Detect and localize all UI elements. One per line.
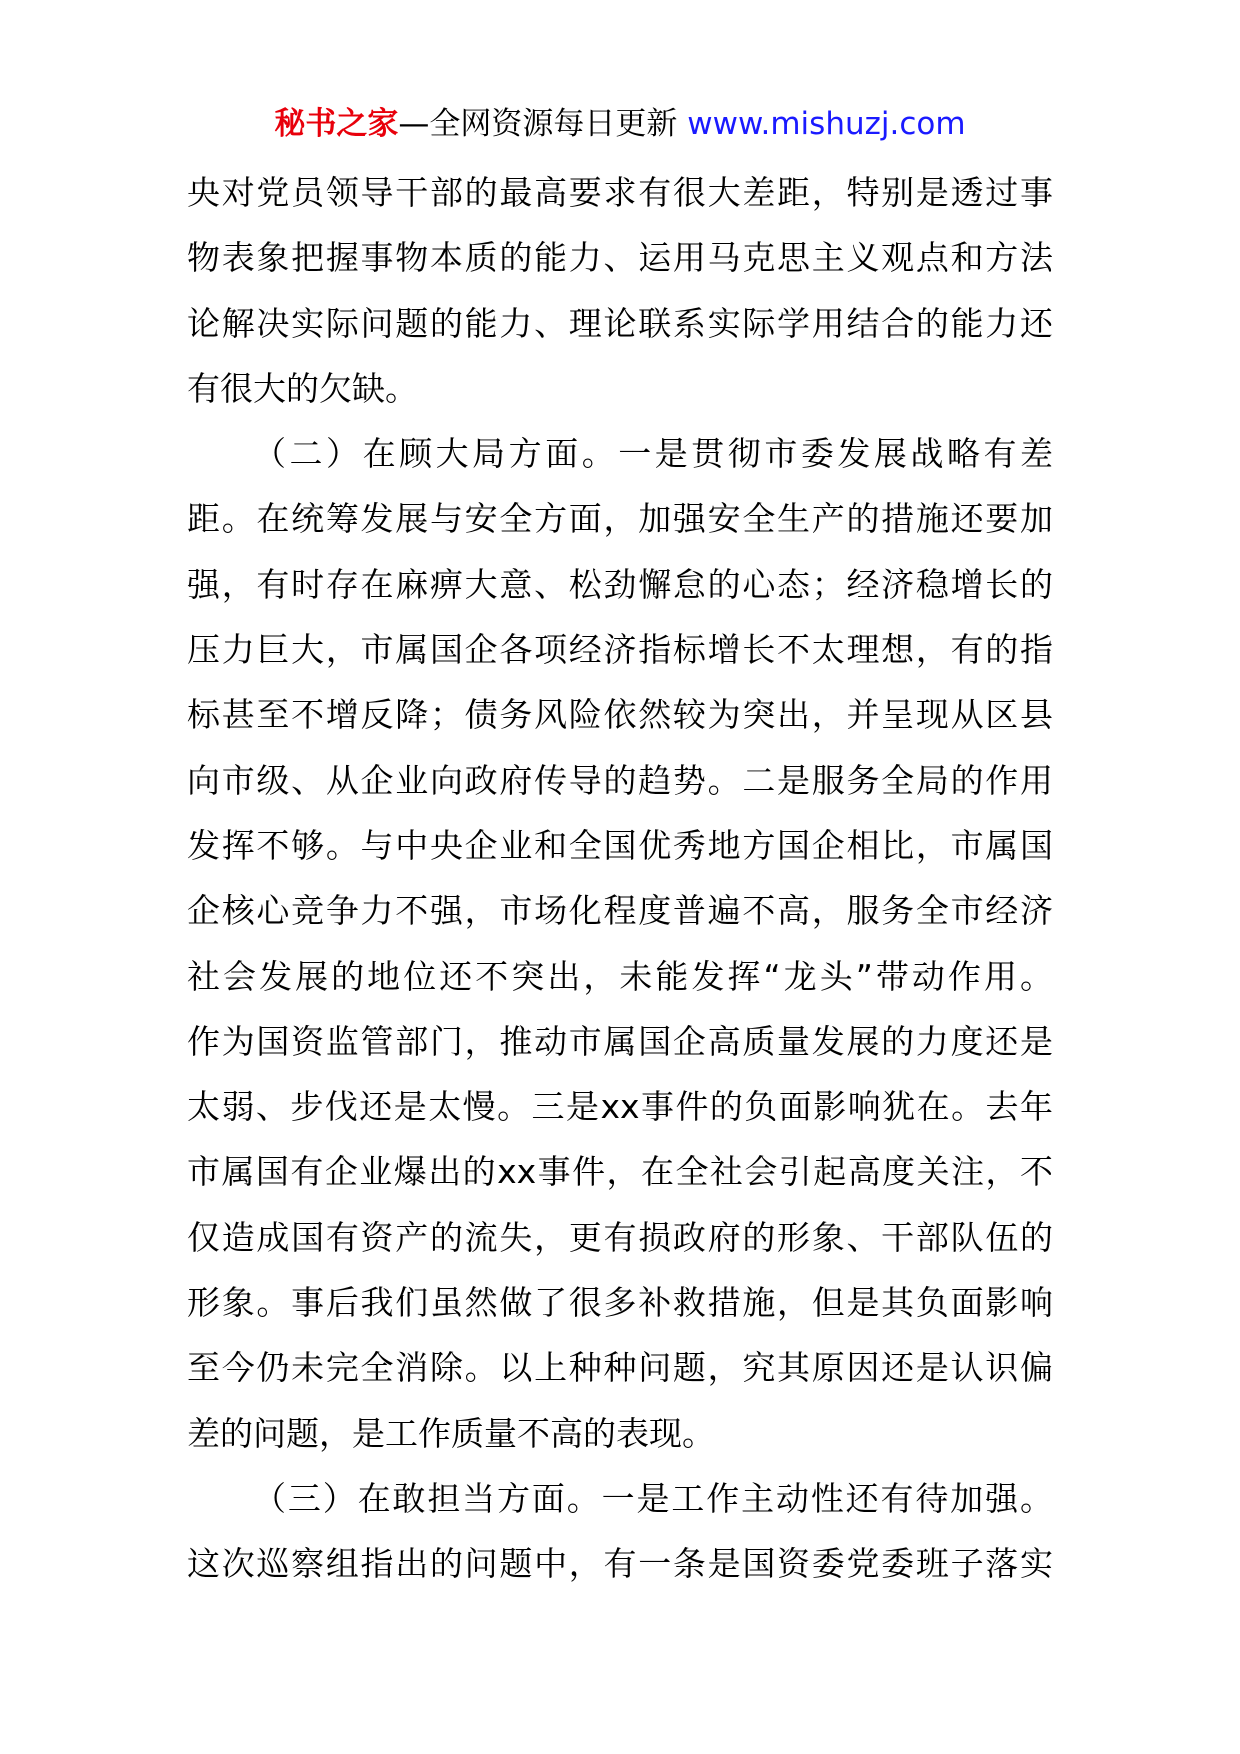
brand-name: 秘书之家	[274, 106, 399, 142]
text-line: 物表象把握事物本质的能力、运用马克思主义观点和方法	[187, 238, 1053, 278]
text-line: 仅造成国有资产的流失，更有损政府的形象、干部队伍的	[187, 1217, 1053, 1257]
text-line: 太弱、步伐还是太慢。三是xx事件的负面影响犹在。去年	[187, 1087, 1053, 1127]
text-line: （三）在敢担当方面。一是工作主动性还有待加强。	[253, 1478, 1053, 1518]
text-line: 社会发展的地位还不突出，未能发挥“龙头”带动作用。	[187, 956, 1053, 996]
text-line: 强，有时存在麻痹大意、松劲懈怠的心态；经济稳增长的	[187, 564, 1053, 604]
text-line: 作为国资监管部门，推动市属国企高质量发展的力度还是	[187, 1021, 1053, 1061]
text-line: 有很大的欠缺。	[187, 368, 418, 408]
text-line: 发挥不够。与中央企业和全国优秀地方国企相比，市属国	[187, 825, 1053, 865]
text-line: 距。在统筹发展与安全方面，加强安全生产的措施还要加	[187, 499, 1053, 539]
header-slogan: —全网资源每日更新	[398, 106, 678, 142]
text-line: 这次巡察组指出的问题中，有一条是国资委党委班子落实	[187, 1544, 1053, 1584]
text-line: 标甚至不增反降；债务风险依然较为突出，并呈现从区县	[187, 695, 1053, 735]
site-header	[0, 102, 1240, 146]
text-line: 企核心竞争力不强，市场化程度普遍不高，服务全市经济	[187, 891, 1053, 931]
document-body	[187, 160, 1053, 1597]
site-url-link[interactable]: www.mishuzj.com	[687, 106, 966, 142]
text-line: 央对党员领导干部的最高要求有很大差距，特别是透过事	[187, 173, 1053, 212]
text-line: 向市级、从企业向政府传导的趋势。二是服务全局的作用	[187, 760, 1053, 800]
text-line: 压力巨大，市属国企各项经济指标增长不太理想，有的指	[187, 630, 1053, 670]
text-line: 市属国有企业爆出的xx事件，在全社会引起高度关注，不	[187, 1152, 1053, 1192]
text-line: （二）在顾大局方面。一是贯彻市委发展战略有差	[253, 434, 1053, 474]
text-line: 至今仍未完全消除。以上种种问题，究其原因还是认识偏	[187, 1348, 1053, 1388]
text-line: 差的问题，是工作质量不高的表现。	[187, 1413, 715, 1453]
text-line: 论解决实际问题的能力、理论联系实际学用结合的能力还	[187, 303, 1053, 343]
text-line: 形象。事后我们虽然做了很多补救措施，但是其负面影响	[187, 1283, 1053, 1323]
